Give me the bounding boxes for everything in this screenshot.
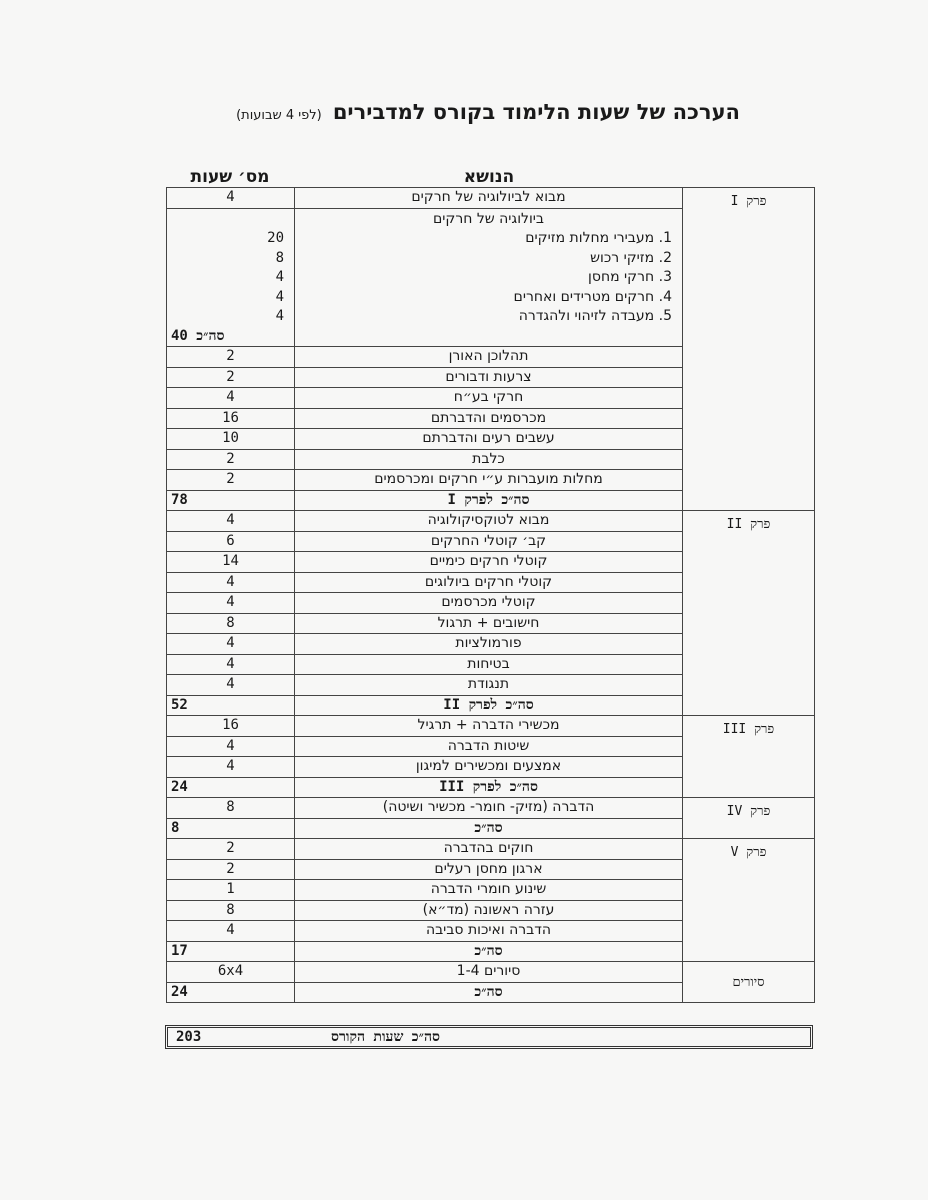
hours-value: 8 — [275, 249, 284, 266]
chapter-total-hours: 78 — [167, 490, 295, 511]
course-total-hours: 203 — [176, 1029, 202, 1045]
topic-cell: פורמולציות — [295, 634, 683, 655]
chapter-total-hours: 24 — [167, 982, 295, 1003]
hours-cell: 2 — [167, 449, 295, 470]
subtotal-value: סה״כ 40 — [171, 327, 225, 344]
hours-value: 4 — [275, 288, 284, 305]
hours-cell: 6 — [167, 531, 295, 552]
topic-cell: כלבת — [295, 449, 683, 470]
hours-cell: 4 — [167, 654, 295, 675]
topic-cell: ארגון מחסן רעלים — [295, 859, 683, 880]
hours-cell: 1 — [167, 880, 295, 901]
hours-cell: 8 — [167, 798, 295, 819]
chapter-total-hours: 8 — [167, 818, 295, 839]
hours-cell: 6x4 — [167, 962, 295, 983]
hours-cell: 4 — [167, 736, 295, 757]
topic-cell: עשבים רעים והדברתם — [295, 429, 683, 450]
course-total-box — [165, 1025, 813, 1049]
topic-cell: שינוע חומרי הדברה — [295, 880, 683, 901]
hours-cell: 14 — [167, 552, 295, 573]
chapter-label: פרק II — [683, 511, 815, 716]
topic-cell: מכשירי הדברה + תרגיל — [295, 716, 683, 737]
topic-cell: קב׳ קוטלי החרקים — [295, 531, 683, 552]
chapter-label: פרק III — [683, 716, 815, 798]
chapter-label: פרק IV — [683, 798, 815, 839]
table-row — [167, 188, 815, 209]
chapter-total-hours: 24 — [167, 777, 295, 798]
hours-cell: 4 — [167, 572, 295, 593]
chapter-total-label: סה״כ — [295, 982, 683, 1003]
header-hours: מס׳ שעות — [190, 167, 270, 187]
title-subtitle: (לפי 4 שבועות) — [236, 108, 322, 123]
topic-cell — [295, 208, 683, 347]
sublist-item: 1. מעבירי מחלות מזיקים — [525, 230, 672, 246]
chapter-total-label: סה״כ לפרק III — [295, 777, 683, 798]
chapter-total-hours: 17 — [167, 941, 295, 962]
chapter-label: פרק V — [683, 839, 815, 962]
chapter-total-label: סה״כ — [295, 941, 683, 962]
hours-cell: 4 — [167, 634, 295, 655]
topic-cell: בטיחות — [295, 654, 683, 675]
hours-cell: 4 — [167, 511, 295, 532]
hours-cell: 2 — [167, 347, 295, 368]
hours-value: 4 — [275, 308, 284, 324]
hours-cell: 16 — [167, 408, 295, 429]
hours-cell: 2 — [167, 367, 295, 388]
chapter-total-label: סה״כ לפרק II — [295, 695, 683, 716]
hours-table — [166, 187, 815, 1003]
hours-cell: 10 — [167, 429, 295, 450]
title-main: הערכה של שעות הלימוד בקורס למדבירים — [332, 100, 740, 124]
hours-cell: 4 — [167, 388, 295, 409]
sublist-item: 3. חרקי מחסן — [588, 269, 672, 285]
topic-cell: חרקי בע״ח — [295, 388, 683, 409]
chapter-total-label: סה״כ לפרק I — [295, 490, 683, 511]
chapter-label: פרק I — [683, 188, 815, 511]
chapter-label: סיורים — [683, 962, 815, 1003]
hours-cell — [167, 208, 295, 347]
table-row — [167, 839, 815, 860]
table-row — [167, 962, 815, 983]
sublist-item: 4. חרקים מטרידים ואחרים — [513, 288, 672, 305]
topic-cell: חוקים בהדברה — [295, 839, 683, 860]
topic-cell: צרעות ודבורים — [295, 367, 683, 388]
hours-cell: 2 — [167, 839, 295, 860]
course-total-label: סה״כ שעות הקורס — [331, 1029, 440, 1045]
hours-cell: 4 — [167, 188, 295, 209]
hours-cell: 2 — [167, 470, 295, 491]
hours-value: 4 — [275, 269, 284, 285]
topic-cell: עזרה ראשונה (מד״א) — [295, 900, 683, 921]
chapter-total-hours: 52 — [167, 695, 295, 716]
topic-cell: מבוא לטוקסיקולוגיה — [295, 511, 683, 532]
topic-cell: שיטות הדברה — [295, 736, 683, 757]
hours-cell: 4 — [167, 757, 295, 778]
topic-cell: תהלוכן האורן — [295, 347, 683, 368]
topic-cell: מבוא לביולוגיה של חרקים — [295, 188, 683, 209]
header-topic: הנושא — [463, 167, 515, 187]
topic-cell: קוטלי חרקים כימיים — [295, 552, 683, 573]
topic-cell: אמצעים ומכשירים למיגון — [295, 757, 683, 778]
chapter-total-label: סה״כ — [295, 818, 683, 839]
topic-cell: מכרסמים והדברתם — [295, 408, 683, 429]
table-row — [167, 511, 815, 532]
sublist-item: 2. מזיקי רכוש — [590, 249, 672, 266]
sublist-item: 5. מעבדה לזיהוי ולהגדרה — [518, 308, 672, 324]
table-row — [167, 798, 815, 819]
topic-cell: הדברה ואיכות סביבה — [295, 921, 683, 942]
topic-cell: קוטלי חרקים ביולוגים — [295, 572, 683, 593]
sublist-title: ביולוגיה של חרקים — [432, 210, 545, 227]
topic-cell: תנגודת — [295, 675, 683, 696]
hours-cell: 16 — [167, 716, 295, 737]
hours-cell: 4 — [167, 921, 295, 942]
document-title — [180, 100, 740, 130]
hours-cell: 4 — [167, 593, 295, 614]
topic-cell: סיורים 1-4 — [295, 962, 683, 983]
hours-cell: 4 — [167, 675, 295, 696]
hours-cell: 8 — [167, 613, 295, 634]
topic-cell: חישובים + תרגול — [295, 613, 683, 634]
hours-cell: 2 — [167, 859, 295, 880]
table-row — [167, 716, 815, 737]
topic-cell: הדברה (מזיק- חומר- מכשיר ושיטה) — [295, 798, 683, 819]
topic-cell: קוטלי מכרסמים — [295, 593, 683, 614]
hours-value: 20 — [267, 230, 284, 246]
topic-cell: מחלות מועברות ע״י חרקים ומכרסמים — [295, 470, 683, 491]
hours-cell: 8 — [167, 900, 295, 921]
